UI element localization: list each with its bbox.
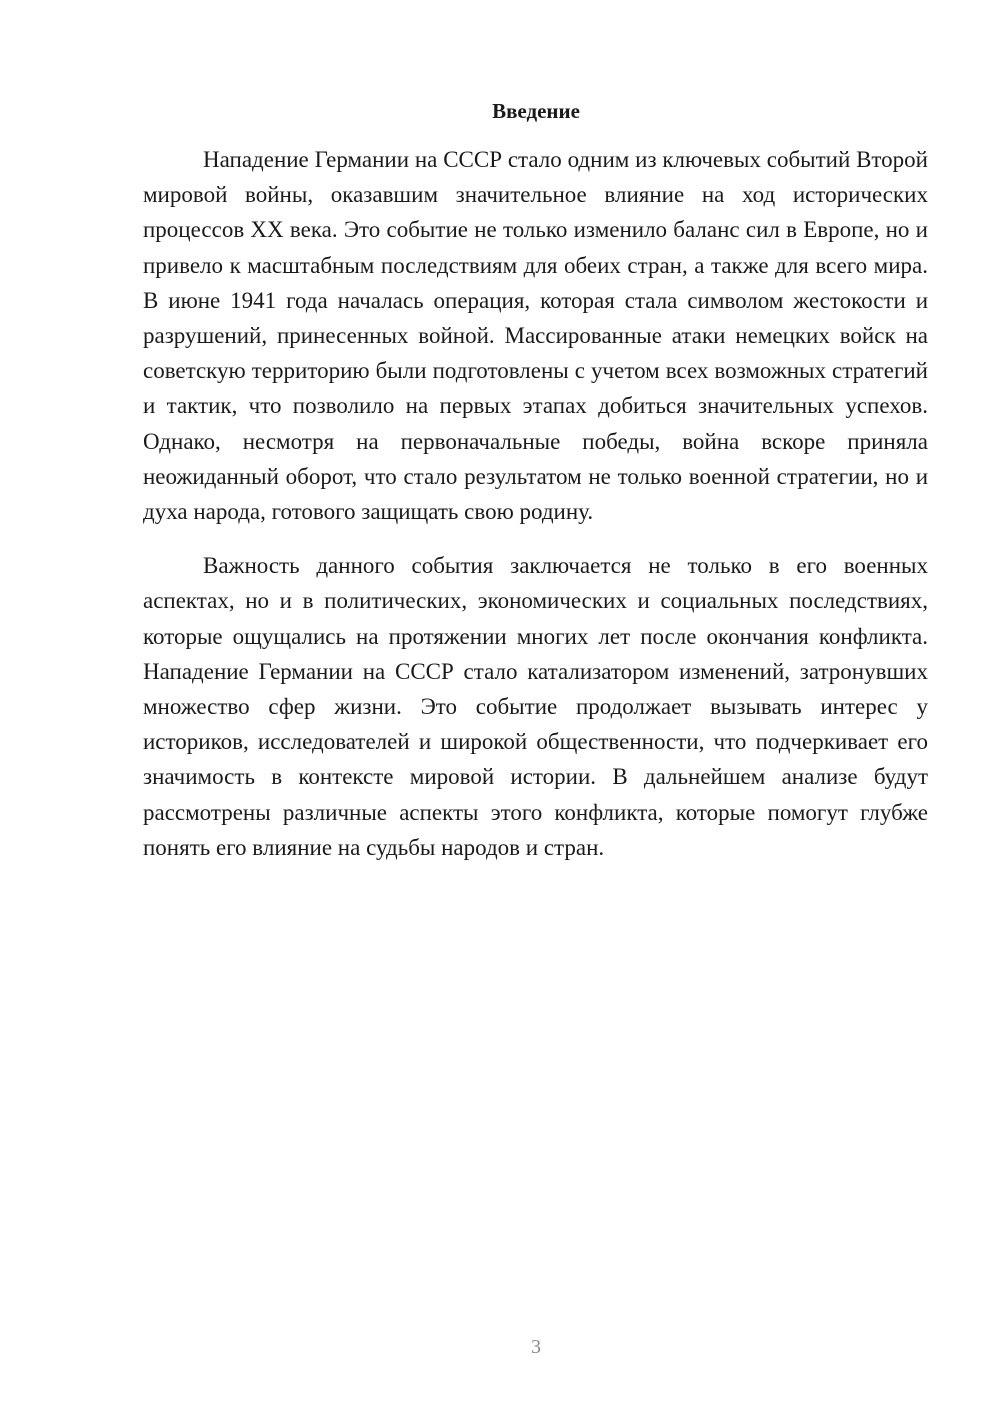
body-text (143, 142, 928, 865)
section-heading: Введение (492, 99, 580, 123)
page-number: 3 (531, 1336, 541, 1358)
paragraph-2: Важность данного события заключается не только в его военных аспектах, но и в политических, экономических и социальных последствиях, которые ощущались на протяжении многих лет после окончания конфликта. Нападение Германии на СССР стало катализатором изменений, затронувших множество сфер жизни. Это событие продолжает вызывать интерес у историков, исследователей и широкой общественности, что подчеркивает его значимость в контексте мировой истории. В дальнейшем анализе будут рассмотрены различные аспекты этого конфликта, которые помогут глубже понять его влияние на судьбы народов и стран. (143, 553, 928, 860)
paragraph-1: Нападение Германии на СССР стало одним из ключевых событий Второй мировой войны, оказавшим значительное влияние на ход исторических процессов XX века. Это событие не только изменило баланс сил в Европе, но и привело к масштабным последствиям для обеих стран, а также для всего мира. В июне 1941 года началась операция, которая стала символом жестокости и разрушений, принесенных войной. Массированные атаки немецких войск на советскую территорию были подготовлены с учетом всех возможных стратегий и тактик, что позволило на первых этапах добиться значительных успехов. Однако, несмотря на первоначальные победы, война вскоре приняла неожиданный оборот, что стало результатом не только военной стратегии, но и духа народа, готового защищать свою родину. (143, 147, 928, 525)
